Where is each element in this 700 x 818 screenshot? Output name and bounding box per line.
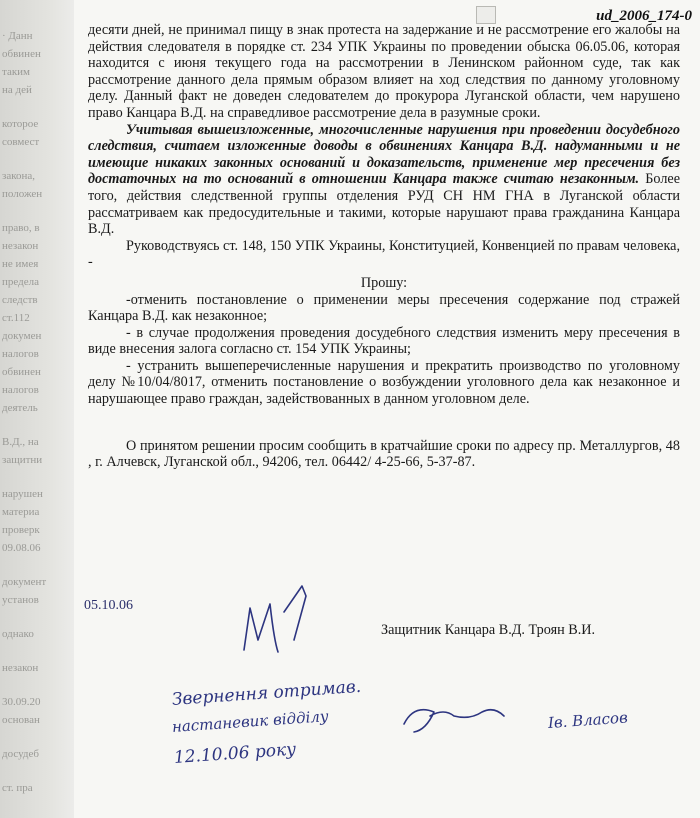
conclusion-text: Более того, действия следственной группы отделения РУД СН НМ ГНА в Луганской области рассматриваем как предосудительные и такими, которые нарушают права гражданина Канцара В.Д. bbox=[88, 171, 680, 238]
closing-paragraph: О принятом решении просим сообщить в кратчайшие сроки по адресу пр. Металлургов, 48 , г. Алчевск, Луганской обл., 94206, тел. 06442/ 4-25-66, 5-37-87. bbox=[88, 437, 680, 471]
defender-signature-icon bbox=[244, 586, 306, 652]
document-id: ud_2006_174-0 bbox=[596, 8, 692, 24]
handwritten-date: 12.10.06 року bbox=[173, 739, 297, 768]
signer-line: Защитник Канцара В.Д. Троян В.И. bbox=[381, 622, 596, 638]
handwritten-received: Звернення отримав. bbox=[171, 676, 362, 710]
request-item-3: - устранить вышеперечисленные нарушения и прекратить производство по уголовному делу №10/04/8017, отменить постановление о возбуждении уголовного дела как незаконное и нарушающее право граждан, задействованных в данном уголовном деле. bbox=[88, 357, 680, 408]
document-page bbox=[74, 0, 700, 818]
paragraph-intro: десяти дней, не принимал пищу в знак протеста на задержание и не рассмотрение его жалобы на действия следователя в порядке ст. 234 УПК Украины по проведении обыска 06.05.06, которая находится с июня текущего года на рассмотрении в Ленинском районном суде, так как рассмотрение данного дела прямым образом влияет на ход следствия по данному уголовному делу. Данный факт не доведен следователем до прокурора Луганской области, чем нарушено право Канцара В.Д. на справедливое рассмотрение дела в разумные сроки. bbox=[88, 22, 680, 121]
emphasized-text: Учитывая вышеизложенные, многочисленные нарушения при проведении досудебного следствия, считаем изложенные доводы в обвинениях Канцара В.Д. надуманными и не имеющие никаких законных оснований и доказательств, применение мер пресечения без достаточных на то оснований в отношении Канцара также считаю незаконным. bbox=[88, 121, 680, 188]
handwritten-position: настаневик відділу bbox=[171, 707, 330, 736]
signature-strokes bbox=[74, 0, 700, 818]
request-heading: Прошу: bbox=[360, 274, 408, 291]
stamp-scribble-icon bbox=[404, 710, 504, 732]
paragraph-legal-basis: Руководствуясь ст. 148, 150 УПК Украины, Конституцией, Конвенцией по правам человека, - bbox=[88, 237, 680, 271]
handwritten-name: Ів. Власов bbox=[547, 708, 629, 732]
request-item-2: - в случае продолжения проведения досудебного следствия изменить меру пресечения в виде внесения залога согласно ст. 154 УПК Украины; bbox=[88, 324, 680, 358]
document-date: 05.10.06 bbox=[84, 598, 133, 613]
scan-left-margin: · Данн обвинен таким на дей которое совмест закона, положен право, в незакон не имея предела следств ст.112 докумен налогов обвинен налогов деятель В.Д., на защитни нарушен материа проверк 09.08.06 документ установ однако незакон 30.09.20 основан досудеб ст. пра bbox=[0, 0, 74, 818]
request-item-1: -отменить постановление о применении меры пресечения содержание под стражей Канцара В.Д. как незаконное; bbox=[88, 291, 680, 325]
